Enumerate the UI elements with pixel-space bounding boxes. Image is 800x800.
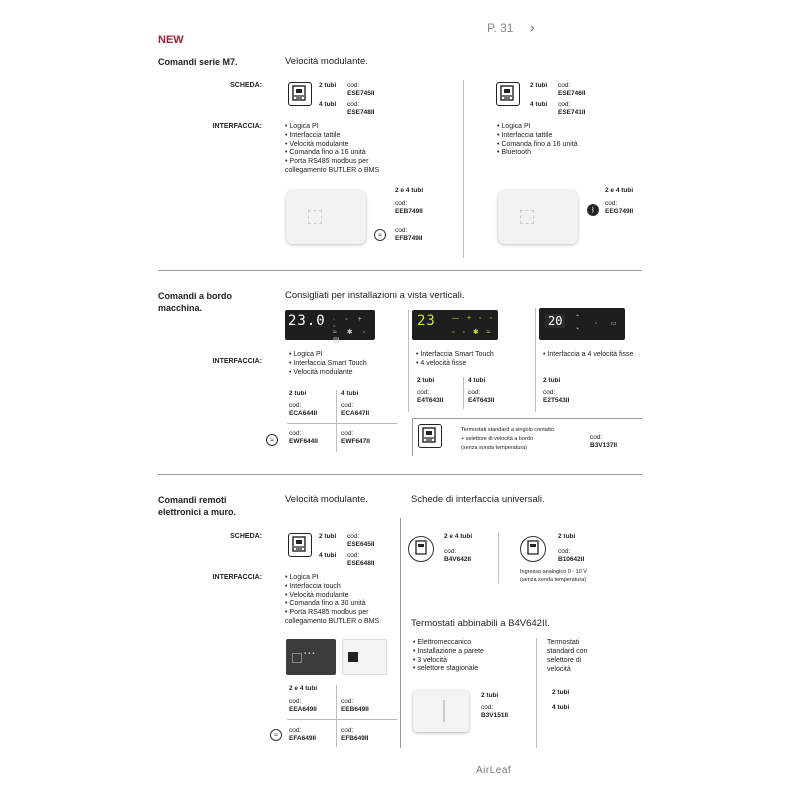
feature-item: • Installazione a parete bbox=[413, 648, 528, 657]
cod-label: cod: bbox=[341, 698, 354, 705]
page-number: P. 31 bbox=[487, 21, 514, 35]
thermostats-subtitle: Termostati abbinabili a B4V642II. bbox=[411, 618, 550, 629]
code-value: B4V642II bbox=[444, 556, 472, 563]
feature-item: • Interfaccia a 4 velocità fisse bbox=[543, 351, 648, 360]
dial-icon bbox=[443, 700, 445, 722]
thermostat-device-image bbox=[286, 190, 366, 244]
interfaccia-label: INTERFACCIA: bbox=[212, 123, 262, 130]
scheda-label: SCHEDA: bbox=[230, 533, 262, 540]
next-page-arrow-icon[interactable]: › bbox=[530, 19, 535, 35]
tubi-label: 4 tubi bbox=[468, 377, 486, 384]
section2-subtitle: Consigliati per installazioni a vista verticali. bbox=[285, 290, 465, 301]
code-value: B3V137II bbox=[590, 442, 618, 449]
cod-label: cod: bbox=[341, 727, 354, 734]
feature-list bbox=[497, 123, 617, 158]
product-code bbox=[444, 548, 471, 564]
bluetooth-icon: ᛒ bbox=[587, 204, 599, 216]
row-divider bbox=[412, 418, 642, 419]
code-value: E4T643II bbox=[417, 397, 444, 404]
code-value: ECA644II bbox=[289, 410, 318, 417]
code-value: EFB749II bbox=[395, 235, 423, 242]
code-value: EEB749II bbox=[395, 208, 423, 215]
column-divider bbox=[498, 533, 499, 583]
column-divider bbox=[535, 308, 536, 412]
product-code bbox=[417, 389, 443, 405]
feature-item: • Porta RS485 modbus per collegamento BUTLER o BMS bbox=[285, 609, 395, 627]
cod-label: cod: bbox=[341, 402, 354, 409]
feature-list bbox=[285, 574, 395, 627]
row-divider bbox=[412, 418, 413, 456]
product-code bbox=[395, 200, 423, 216]
tubi-label: 4 tubi bbox=[319, 552, 337, 559]
panel-display bbox=[292, 653, 302, 663]
cod-label: cod: bbox=[558, 101, 571, 108]
product-code bbox=[289, 698, 317, 714]
panel-buttons-icon: — + ◦ ◦ bbox=[452, 315, 495, 322]
board-note-line: (senza sonda temperatura) bbox=[520, 577, 587, 583]
wall-control-dark-image bbox=[286, 639, 336, 675]
code-value: EEG749II bbox=[605, 208, 634, 215]
cod-label: cod: bbox=[289, 698, 302, 705]
cod-label: cod: bbox=[289, 402, 302, 409]
code-value: ESE741II bbox=[558, 109, 586, 116]
code-value: ESE648II bbox=[347, 560, 375, 567]
section3-subtitle: Velocità modulante. bbox=[285, 494, 368, 505]
feature-item: • 3 velocità bbox=[413, 657, 528, 666]
panel-display: 23 bbox=[417, 313, 436, 329]
tubi-label: 2 e 4 tubi bbox=[395, 187, 424, 194]
wall-control-white-image bbox=[342, 639, 387, 675]
tubi-label: 2 e 4 tubi bbox=[605, 187, 634, 194]
cod-label: cod: bbox=[395, 227, 408, 234]
circuit-board-icon bbox=[520, 536, 546, 562]
product-code bbox=[347, 533, 374, 549]
tubi-label: 2 tubi bbox=[530, 82, 548, 89]
section2-title: Comandi a bordo macchina. bbox=[158, 291, 232, 313]
cod-label: cod: bbox=[590, 434, 603, 441]
product-code bbox=[341, 430, 370, 446]
product-code bbox=[347, 552, 374, 568]
code-value: ECA647II bbox=[341, 410, 370, 417]
section1-subtitle: Velocità modulante. bbox=[285, 56, 368, 67]
board-note bbox=[520, 568, 587, 584]
cod-label: cod: bbox=[543, 389, 556, 396]
panel-buttons-icon: · ◦ + ◦ bbox=[333, 316, 366, 330]
product-code bbox=[543, 389, 569, 405]
tubi-label: 4 tubi bbox=[341, 390, 359, 397]
tubi-label: 2 tubi bbox=[417, 377, 435, 384]
code-value: ESE746II bbox=[558, 90, 586, 97]
feature-item: • Comanda fino a 30 unità bbox=[285, 600, 395, 609]
code-value: B3V151II bbox=[481, 712, 509, 719]
feature-item: • Velocità modulante bbox=[285, 592, 395, 601]
cod-label: cod: bbox=[395, 200, 408, 207]
interfaccia-label: INTERFACCIA: bbox=[212, 574, 262, 581]
product-code bbox=[341, 698, 369, 714]
cod-label: cod: bbox=[347, 552, 360, 559]
code-value: EEA649II bbox=[289, 706, 317, 713]
circuit-board-icon bbox=[288, 533, 312, 557]
cod-label: cod: bbox=[289, 727, 302, 734]
circuit-board-icon bbox=[408, 536, 434, 562]
product-code bbox=[347, 101, 374, 117]
panel-display: 23.0 bbox=[288, 313, 326, 329]
feature-item: • Interfaccia touch bbox=[285, 583, 395, 592]
panel-display bbox=[348, 652, 358, 662]
panel-buttons-icon: ≈ ✱ ◦ ▤ bbox=[333, 329, 370, 344]
code-value: B10642II bbox=[558, 556, 585, 563]
code-value: E4T643II bbox=[468, 397, 495, 404]
tubi-label: 4 tubi bbox=[530, 101, 548, 108]
column-divider bbox=[400, 518, 401, 748]
panel-buttons-icon: ⌃ ⌄ bbox=[575, 315, 581, 331]
thermostat-description bbox=[461, 426, 554, 453]
feature-item: • Logica PI bbox=[289, 351, 404, 360]
cod-label: cod: bbox=[347, 533, 360, 540]
feature-item: • Interfaccia tattile bbox=[285, 132, 405, 141]
tubi-label: 2 tubi bbox=[319, 82, 337, 89]
code-value: EFB649II bbox=[341, 735, 369, 742]
thermostat-line: + selettore di velocità a bordo bbox=[461, 436, 534, 442]
tubi-label: 4 tubi bbox=[552, 704, 570, 711]
cod-label: cod: bbox=[481, 704, 494, 711]
feature-list bbox=[416, 351, 531, 369]
thermostat-device-image bbox=[498, 190, 578, 244]
feature-item: • Porta RS485 modbus per collegamento BUTLER o BMS bbox=[285, 158, 405, 176]
column-divider bbox=[408, 310, 409, 412]
wifi-icon: ≈ bbox=[270, 729, 282, 741]
circuit-board-icon bbox=[418, 424, 442, 448]
code-value: ESE748II bbox=[347, 109, 375, 116]
product-code bbox=[590, 434, 617, 450]
product-code bbox=[481, 704, 508, 720]
product-code bbox=[347, 82, 374, 98]
cod-label: cod: bbox=[341, 430, 354, 437]
footer-brand: AirLeaf bbox=[476, 765, 512, 776]
code-value: EEB649II bbox=[341, 706, 369, 713]
panel-buttons-icon: ▪▪▪ bbox=[304, 651, 317, 657]
product-code bbox=[558, 101, 585, 117]
feature-list bbox=[543, 351, 648, 360]
tubi-label: 2 tubi bbox=[558, 533, 576, 540]
cod-label: cod: bbox=[417, 389, 430, 396]
column-divider bbox=[536, 638, 537, 748]
code-divider bbox=[287, 423, 397, 424]
feature-item: • Logica PI bbox=[497, 123, 617, 132]
cod-label: cod: bbox=[289, 430, 302, 437]
code-value: EFA649II bbox=[289, 735, 317, 742]
feature-item: • selettore stagionale bbox=[413, 665, 528, 674]
code-divider bbox=[336, 390, 337, 452]
feature-item: • Logica PI bbox=[285, 123, 405, 132]
feature-item: • Bluetooth bbox=[497, 149, 617, 158]
section1-title: Comandi serie M7. bbox=[158, 57, 238, 67]
tubi-label: 2 tubi bbox=[543, 377, 561, 384]
feature-list bbox=[289, 351, 404, 377]
cod-label: cod: bbox=[558, 548, 571, 555]
control-panel-image bbox=[285, 310, 375, 344]
feature-item: • Comanda fino a 16 unità bbox=[497, 141, 617, 150]
cod-label: cod: bbox=[347, 101, 360, 108]
control-panel-image bbox=[412, 310, 498, 340]
code-value: ESE645II bbox=[347, 541, 375, 548]
feature-item: • Interfaccia Smart Touch bbox=[416, 351, 531, 360]
wifi-icon: ≈ bbox=[266, 434, 278, 446]
product-code bbox=[289, 727, 316, 743]
product-code bbox=[468, 389, 494, 405]
product-code bbox=[289, 430, 318, 446]
circuit-board-icon bbox=[496, 82, 520, 106]
code-divider bbox=[463, 377, 464, 409]
panel-buttons-icon: ◦ ▭ bbox=[595, 321, 623, 327]
circuit-board-icon bbox=[288, 82, 312, 106]
control-panel-image bbox=[539, 308, 625, 340]
feature-item: • Comanda fino a 16 unità bbox=[285, 149, 405, 158]
code-divider bbox=[336, 685, 337, 747]
column-divider bbox=[463, 80, 464, 258]
cod-label: cod: bbox=[468, 389, 481, 396]
code-value: EWF644II bbox=[289, 438, 318, 445]
tubi-label: 2 e 4 tubi bbox=[444, 533, 473, 540]
tubi-label: 2 tubi bbox=[289, 390, 307, 397]
product-code bbox=[558, 82, 585, 98]
wifi-icon: ≈ bbox=[374, 229, 386, 241]
new-label: NEW bbox=[158, 34, 184, 46]
product-code bbox=[289, 402, 317, 418]
cod-label: cod: bbox=[444, 548, 457, 555]
board-note-line: Ingresso analogico 0 - 10 V bbox=[520, 569, 587, 575]
product-code bbox=[558, 548, 584, 564]
std-thermostat-text: Termostati standard con selettore di velocità bbox=[547, 639, 588, 673]
tubi-label: 4 tubi bbox=[319, 101, 337, 108]
feature-item: • Velocità modulante bbox=[285, 141, 405, 150]
code-value: EWF647II bbox=[341, 438, 370, 445]
tubi-label: 2 tubi bbox=[481, 692, 499, 699]
panel-buttons-icon: ◦ ◦ ✱ ≈ bbox=[452, 329, 494, 336]
product-code bbox=[341, 727, 368, 743]
tubi-label: 2 tubi bbox=[552, 689, 570, 696]
feature-item: • Velocità modulante bbox=[289, 369, 404, 378]
universal-subtitle: Schede di interfaccia universali. bbox=[411, 494, 545, 505]
cod-label: cod: bbox=[558, 82, 571, 89]
panel-display: 20 bbox=[545, 314, 565, 328]
product-code bbox=[605, 200, 633, 216]
interfaccia-label: INTERFACCIA: bbox=[212, 358, 262, 365]
product-code bbox=[395, 227, 422, 243]
thermostat-device-image bbox=[413, 690, 469, 732]
thermostat-line: Termostati standard a singolo contatto bbox=[461, 427, 554, 433]
feature-item: • Interfaccia tattile bbox=[497, 132, 617, 141]
scheda-label: SCHEDA: bbox=[230, 82, 262, 89]
feature-item: • Logica PI bbox=[285, 574, 395, 583]
feature-list bbox=[413, 639, 528, 674]
code-value: E2T543II bbox=[543, 397, 570, 404]
feature-list bbox=[285, 123, 405, 176]
section-divider bbox=[158, 270, 642, 271]
cod-label: cod: bbox=[347, 82, 360, 89]
thermostat-line: (senza sonda temperatura) bbox=[461, 445, 528, 451]
tubi-label: 2 tubi bbox=[319, 533, 337, 540]
tubi-label: 2 e 4 tubi bbox=[289, 685, 318, 692]
section3-title: Comandi remoti elettronici a muro. bbox=[158, 495, 237, 517]
cod-label: cod: bbox=[605, 200, 618, 207]
feature-item: • Elettromeccanico bbox=[413, 639, 528, 648]
code-value: ESE745II bbox=[347, 90, 375, 97]
product-code bbox=[341, 402, 369, 418]
feature-item: • Interfaccia Smart Touch bbox=[289, 360, 404, 369]
section-divider bbox=[158, 474, 642, 475]
feature-item: • 4 velocità fisse bbox=[416, 360, 531, 369]
code-divider bbox=[287, 719, 397, 720]
